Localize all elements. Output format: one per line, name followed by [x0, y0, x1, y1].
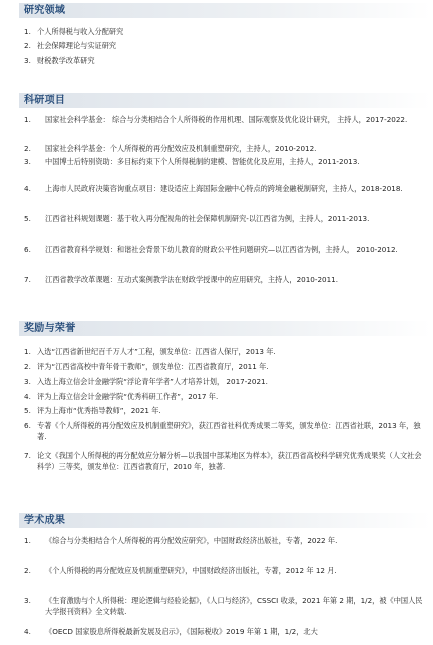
list-number: 2. — [24, 41, 31, 50]
list-text: 江西省社科规划课题：基于收入再分配视角的社会保障机制研究-以江西省为例，主持人，2011-2013. — [45, 214, 370, 223]
list-item — [24, 535, 427, 546]
list-item — [24, 626, 427, 637]
list-item — [24, 361, 427, 372]
list-text: 国家社会科学基金：个人所得税的再分配效应及机制重塑研究，主持人，2010-2012. — [45, 144, 317, 153]
list-text: 江西省教学改革课题：互动式案例教学法在财政学授课中的应用研究，主持人，2010-2011. — [45, 275, 339, 284]
list-number: 1. — [24, 27, 31, 36]
list-text: 论文《我国个人所得税的再分配效应分解分析—以我国中部某地区为样本》，获江西省高校科学研究优秀成果奖（人文社会科学）三等奖，颁发单位：江西省教育厅，2010 年，独著. — [37, 451, 422, 472]
section-header-projects — [19, 93, 431, 108]
list-number: 2. — [24, 144, 31, 153]
list-text: 入选“江西省新世纪百千万人才”工程，颁发单位：江西省人保厅，2013 年. — [37, 347, 276, 356]
list-text: 江西省教育科学规划：和谐社会背景下幼儿教育的财政公平性问题研究—以江西省为例，主持人， 2010-2012. — [45, 245, 398, 254]
list-text: 《生育激励与个人所得税：理论逻辑与经验论据》，《人口与经济》，CSSCI 收录，2021 年第 2 期，1/2，被《中国人民大学报刊资料》全文转载. — [45, 596, 423, 617]
list-text: 评为上海市“优秀指导教师”，2021 年. — [37, 406, 161, 415]
list-item — [24, 55, 427, 66]
list-text: 社会保障理论与实证研究 — [37, 41, 117, 50]
list-text: 《OECD 国家股息所得税最新发展及启示》，《国际税收》2019 年第 1 期，1/2，北大 — [45, 627, 318, 636]
list-item — [24, 595, 427, 618]
section-header-achievements — [19, 513, 431, 528]
list-number: 1. — [24, 536, 31, 545]
list-item — [24, 405, 427, 416]
section-header-awards — [19, 321, 431, 336]
list-number: 5. — [24, 406, 31, 415]
list-item — [24, 274, 427, 285]
section-title-achievements: 学术成果 — [24, 515, 66, 526]
list-number: 5. — [24, 214, 31, 223]
list-text: 专著《个人所得税的再分配效应及机制重塑研究》，获江西省社科优秀成果二等奖，颁发单位：江西省社联，2013 年，独著. — [37, 421, 421, 442]
list-number: 6. — [24, 421, 31, 430]
list-item — [24, 114, 427, 125]
list-text: 评为上海立信会计金融学院“优秀科研工作者”，2017 年. — [37, 392, 219, 401]
section-title-projects: 科研项目 — [24, 95, 66, 106]
list-item — [24, 40, 427, 51]
list-item — [24, 420, 427, 443]
list-item — [24, 156, 427, 167]
list-item — [24, 244, 427, 255]
list-item — [24, 565, 427, 576]
list-text: 个人所得税与收入分配研究 — [37, 27, 124, 36]
section-header-research — [19, 3, 431, 18]
section-title-research: 研究领域 — [24, 5, 66, 16]
section-title-awards: 奖励与荣誉 — [24, 323, 76, 334]
list-number: 2. — [24, 566, 31, 575]
list-text: 入选上海立信会计金融学院“浮论青年学者”人才培养计划， 2017-2021. — [37, 377, 268, 386]
list-number: 4. — [24, 627, 31, 636]
list-number: 4. — [24, 184, 31, 193]
list-number: 3. — [24, 56, 31, 65]
list-text: 评为“江西省高校中青年骨干教师”，颁发单位：江西省教育厅，2011 年. — [37, 362, 269, 371]
list-item — [24, 391, 427, 402]
list-number: 1. — [24, 347, 31, 356]
list-text: 中国博士后特别资助：多目标约束下个人所得税制的建模、智能优化及应用，主持人，2011-2013. — [45, 157, 360, 166]
list-item — [24, 143, 427, 154]
list-item — [24, 450, 427, 473]
list-item — [24, 346, 427, 357]
list-item — [24, 376, 427, 387]
list-text: 《个人所得税的再分配效应及机制重塑研究》，中国财政经济出版社，专著，2012 年 12 月. — [45, 566, 337, 575]
list-number: 7. — [24, 451, 31, 460]
list-number: 3. — [24, 157, 31, 166]
list-item — [24, 213, 427, 224]
list-text: 《综合与分类相结合个人所得税的再分配效应研究》，中国财政经济出版社，专著，2022 年. — [45, 536, 338, 545]
list-item — [24, 183, 427, 194]
list-number: 6. — [24, 245, 31, 254]
list-item — [24, 26, 427, 37]
list-number: 7. — [24, 275, 31, 284]
list-number: 2. — [24, 362, 31, 371]
list-text: 上海市人民政府决策咨询重点项目：建设适应上海国际金融中心特点的跨境金融税制研究，主持人，2018-2018. — [45, 184, 403, 193]
list-text: 国家社会科学基金： 综合与分类相结合个人所得税的作用机理、国际观察及优化设计研究， 主持人，2017-2022. — [45, 115, 408, 124]
list-number: 4. — [24, 392, 31, 401]
list-number: 3. — [24, 596, 31, 605]
list-text: 财税教学改革研究 — [37, 56, 95, 65]
list-number: 3. — [24, 377, 31, 386]
list-number: 1. — [24, 115, 31, 124]
